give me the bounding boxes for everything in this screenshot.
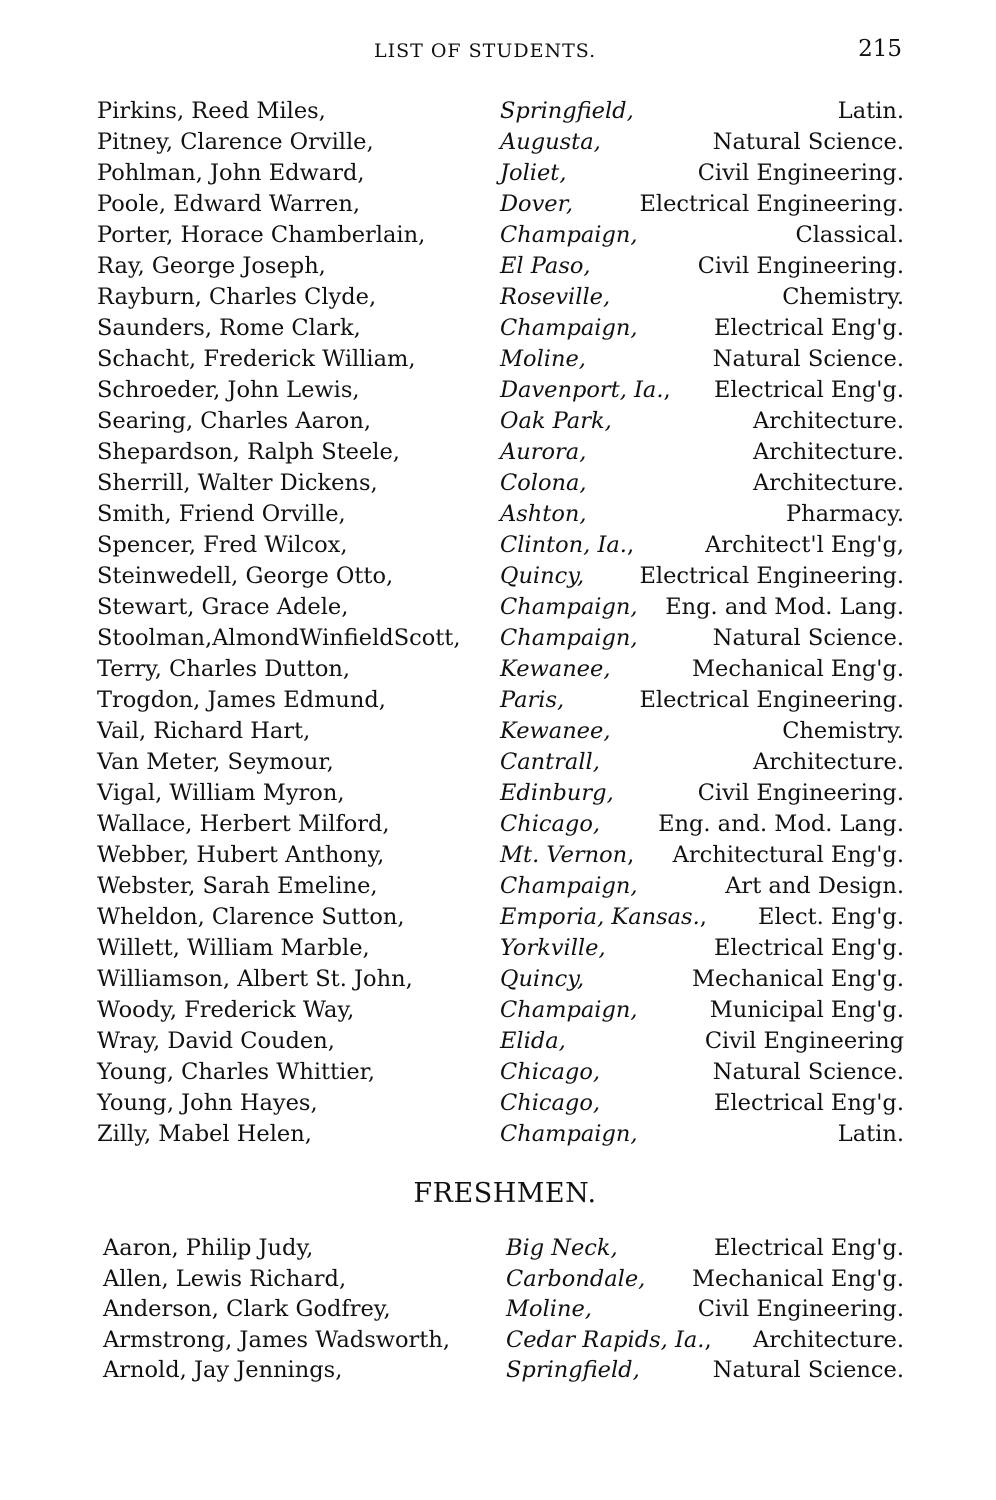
student-hometown xyxy=(500,127,601,158)
student-name: Pohlman, John Edward, xyxy=(97,160,365,186)
page-header xyxy=(0,36,996,70)
student-hometown xyxy=(506,1294,592,1325)
student-hometown xyxy=(500,1057,600,1088)
student-name: Wallace, Herbert Milford, xyxy=(97,811,390,837)
student-row xyxy=(0,313,996,344)
student-row xyxy=(0,747,996,778)
student-name: Webster, Sarah Emeline, xyxy=(97,873,378,899)
student-course: Electrical Eng'g. xyxy=(714,935,904,961)
student-name: Vail, Richard Hart, xyxy=(97,718,311,744)
student-row xyxy=(0,778,996,809)
student-hometown xyxy=(500,623,638,654)
student-name: Pirkins, Reed Miles, xyxy=(97,98,326,124)
student-name: Van Meter, Seymour, xyxy=(97,749,334,775)
hometown-text: Champaign, xyxy=(500,625,638,651)
student-hometown xyxy=(500,778,614,809)
student-name: Zilly, Mabel Helen, xyxy=(97,1121,312,1147)
hometown-punctuation: , xyxy=(699,904,707,930)
student-hometown xyxy=(500,809,600,840)
student-row xyxy=(0,1119,996,1150)
student-hometown xyxy=(500,995,638,1026)
student-hometown xyxy=(500,344,586,375)
hometown-text: Chicago, xyxy=(500,811,601,837)
student-name: Smith, Friend Orville, xyxy=(97,501,346,527)
student-course: Electrical Eng'g. xyxy=(714,315,904,341)
student-hometown xyxy=(500,716,610,747)
student-course: Electrical Engineering. xyxy=(639,687,904,713)
student-name: Young, Charles Whittier, xyxy=(97,1059,376,1085)
hometown-text: Davenport, Ia. xyxy=(500,377,664,403)
hometown-text: El Paso, xyxy=(500,253,591,279)
student-name: Webber, Hubert Anthony, xyxy=(97,842,385,868)
page-number: 215 xyxy=(858,36,902,62)
student-row xyxy=(0,964,996,995)
hometown-punctuation: , xyxy=(704,1326,712,1353)
section-heading-freshmen: FRESHMEN. xyxy=(413,1178,597,1209)
student-row xyxy=(0,1088,996,1119)
student-name: Young, John Hayes, xyxy=(97,1090,318,1116)
student-row xyxy=(0,96,996,127)
student-name: Woody, Frederick Way, xyxy=(97,997,355,1023)
student-course: Chemistry. xyxy=(782,718,904,744)
student-course: Municipal Eng'g. xyxy=(709,997,904,1023)
student-course: Natural Science. xyxy=(712,1059,904,1085)
student-course: Natural Science. xyxy=(712,129,904,155)
hometown-text: Dover, xyxy=(500,191,574,217)
student-course: Art and Design. xyxy=(725,873,904,899)
hometown-punctuation: , xyxy=(663,377,671,403)
student-hometown xyxy=(500,964,584,995)
student-course: Architect'l Eng'g, xyxy=(705,532,904,558)
student-name: Trogdon, James Edmund, xyxy=(97,687,386,713)
hometown-text: Joliet, xyxy=(500,160,567,186)
student-hometown xyxy=(500,251,591,282)
hometown-text: Champaign, xyxy=(500,1121,638,1147)
student-name: Terry, Charles Dutton, xyxy=(97,656,351,682)
student-course: Civil Engineering. xyxy=(697,780,904,806)
student-hometown xyxy=(500,313,638,344)
student-row xyxy=(0,127,996,158)
student-row xyxy=(0,375,996,406)
student-course: Electrical Eng'g. xyxy=(714,1090,904,1116)
student-row xyxy=(0,189,996,220)
student-hometown xyxy=(500,871,638,902)
student-hometown xyxy=(500,406,612,437)
student-course: Mechanical Eng'g. xyxy=(692,656,904,682)
hometown-text: Moline, xyxy=(500,346,586,372)
hometown-text: Augusta, xyxy=(500,129,601,155)
student-hometown xyxy=(500,561,584,592)
hometown-text: Cedar Rapids, Ia. xyxy=(506,1326,705,1353)
student-course: Pharmacy. xyxy=(785,501,904,527)
hometown-text: Chicago, xyxy=(500,1059,601,1085)
student-row xyxy=(0,902,996,933)
student-row xyxy=(0,158,996,189)
student-row xyxy=(0,530,996,561)
student-row xyxy=(0,437,996,468)
student-name: Williamson, Albert St. John, xyxy=(97,966,413,992)
student-name: Stoolman,AlmondWinfieldScott, xyxy=(97,625,461,651)
hometown-text: Aurora, xyxy=(500,439,587,465)
student-course: Architecture. xyxy=(752,1326,904,1353)
student-hometown xyxy=(500,468,587,499)
student-name: Arnold, Jay Jennings, xyxy=(103,1357,343,1383)
student-course: Classical. xyxy=(795,222,904,248)
student-hometown xyxy=(500,933,606,964)
student-name: Ray, George Joseph, xyxy=(97,253,326,279)
student-name: Rayburn, Charles Clyde, xyxy=(97,284,377,310)
student-row xyxy=(0,654,996,685)
hometown-punctuation: , xyxy=(626,532,635,558)
student-name: Searing, Charles Aaron, xyxy=(97,408,371,434)
student-hometown xyxy=(500,592,638,623)
student-name: Steinwedell, George Otto, xyxy=(97,563,394,589)
student-row xyxy=(0,344,996,375)
student-course: Latin. xyxy=(837,1121,904,1147)
running-head: LIST OF STUDENTS. xyxy=(374,40,597,62)
student-hometown xyxy=(500,220,638,251)
student-row xyxy=(0,1026,996,1057)
student-hometown xyxy=(500,96,634,127)
student-row xyxy=(0,561,996,592)
student-name: Armstrong, James Wadsworth, xyxy=(103,1326,450,1353)
student-course: Civil Engineering. xyxy=(697,1296,904,1322)
hometown-text: Edinburg, xyxy=(500,780,614,806)
student-hometown xyxy=(500,1088,600,1119)
student-hometown xyxy=(500,902,707,933)
student-row xyxy=(0,995,996,1026)
student-name: Stewart, Grace Adele, xyxy=(97,594,349,620)
student-name: Spencer, Fred Wilcox, xyxy=(97,532,348,558)
student-row xyxy=(0,840,996,871)
student-name: Vigal, William Myron, xyxy=(97,780,345,806)
hometown-text: Champaign, xyxy=(500,873,638,899)
student-course: Mechanical Eng'g. xyxy=(692,966,904,992)
student-list xyxy=(0,96,996,1150)
student-course: Chemistry. xyxy=(782,284,904,310)
student-hometown xyxy=(500,499,587,530)
student-name: Schacht, Frederick William, xyxy=(97,346,416,372)
hometown-text: Champaign, xyxy=(500,315,638,341)
student-hometown xyxy=(506,1264,645,1295)
freshmen-list xyxy=(0,1233,996,1386)
student-course: Electrical Engineering. xyxy=(639,563,904,589)
hometown-text: Cantrall, xyxy=(500,749,600,775)
student-hometown xyxy=(506,1233,618,1264)
student-hometown xyxy=(500,437,586,468)
hometown-text: Clinton, Ia. xyxy=(500,532,627,558)
hometown-text: Colona, xyxy=(500,470,587,496)
student-name: Wray, David Couden, xyxy=(97,1028,335,1054)
hometown-text: Kewanee, xyxy=(500,656,611,682)
student-course: Architecture. xyxy=(752,408,904,434)
student-row xyxy=(0,685,996,716)
student-name: Wheldon, Clarence Sutton, xyxy=(97,904,405,930)
student-course: Electrical Eng'g. xyxy=(714,1235,904,1261)
student-row xyxy=(0,809,996,840)
hometown-text: Roseville, xyxy=(500,284,611,310)
student-course: Latin. xyxy=(837,98,904,124)
hometown-text: Paris, xyxy=(500,687,565,713)
hometown-text: Quincy, xyxy=(500,966,585,992)
student-row xyxy=(0,1294,996,1325)
student-course: Eng. and Mod. Lang. xyxy=(665,594,904,620)
student-row xyxy=(0,220,996,251)
student-course: Architectural Eng'g. xyxy=(672,842,904,868)
student-row xyxy=(0,468,996,499)
student-course: Natural Science. xyxy=(712,346,904,372)
hometown-text: Moline, xyxy=(506,1296,592,1322)
student-name: Aaron, Philip Judy, xyxy=(103,1235,314,1261)
student-course: Elect. Eng'g. xyxy=(758,904,904,930)
student-name: Willett, William Marble, xyxy=(97,935,370,961)
student-name: Schroeder, John Lewis, xyxy=(97,377,360,403)
student-hometown xyxy=(500,654,610,685)
hometown-text: Champaign, xyxy=(500,997,638,1023)
hometown-text: Champaign, xyxy=(500,594,638,620)
student-row xyxy=(0,1057,996,1088)
student-row xyxy=(0,716,996,747)
hometown-text: Ashton, xyxy=(500,501,587,527)
hometown-text: Mt. Vernon xyxy=(500,842,628,868)
student-hometown xyxy=(506,1325,712,1356)
student-course: Electrical Eng'g. xyxy=(714,377,904,403)
student-hometown xyxy=(500,1119,638,1150)
hometown-text: Springfield, xyxy=(506,1357,640,1383)
student-course: Eng. and. Mod. Lang. xyxy=(658,811,904,837)
student-course: Civil Engineering xyxy=(704,1028,904,1054)
student-hometown xyxy=(500,375,671,406)
hometown-text: Yorkville, xyxy=(500,935,606,961)
student-course: Civil Engineering. xyxy=(697,253,904,279)
hometown-text: Emporia, Kansas. xyxy=(500,904,700,930)
student-hometown xyxy=(506,1355,640,1386)
student-name: Porter, Horace Chamberlain, xyxy=(97,222,426,248)
student-hometown xyxy=(500,282,610,313)
student-name: Pitney, Clarence Orville, xyxy=(97,129,374,155)
hometown-text: Kewanee, xyxy=(500,718,611,744)
student-hometown xyxy=(500,530,634,561)
student-name: Anderson, Clark Godfrey, xyxy=(103,1296,391,1322)
student-row xyxy=(0,1233,996,1264)
student-row xyxy=(0,282,996,313)
student-course: Architecture. xyxy=(752,439,904,465)
student-row xyxy=(0,406,996,437)
student-hometown xyxy=(500,685,564,716)
student-name: Saunders, Rome Clark, xyxy=(97,315,361,341)
student-row xyxy=(0,933,996,964)
student-course: Natural Science. xyxy=(712,1357,904,1383)
student-hometown xyxy=(500,747,600,778)
hometown-text: Carbondale, xyxy=(506,1265,646,1292)
hometown-text: Quincy, xyxy=(500,563,585,589)
student-row xyxy=(0,623,996,654)
student-hometown xyxy=(500,158,566,189)
student-course: Mechanical Eng'g. xyxy=(692,1265,904,1292)
student-row xyxy=(0,1264,996,1295)
student-name: Shepardson, Ralph Steele, xyxy=(97,439,400,465)
student-course: Architecture. xyxy=(752,470,904,496)
hometown-text: Elida, xyxy=(500,1028,566,1054)
student-hometown xyxy=(500,189,573,220)
student-row xyxy=(0,592,996,623)
student-row xyxy=(0,1355,996,1386)
hometown-text: Springfield, xyxy=(500,98,634,124)
student-row xyxy=(0,251,996,282)
student-row xyxy=(0,871,996,902)
student-course: Civil Engineering. xyxy=(697,160,904,186)
hometown-text: Big Neck, xyxy=(506,1235,618,1261)
student-row xyxy=(0,1325,996,1356)
student-course: Natural Science. xyxy=(712,625,904,651)
student-name: Sherrill, Walter Dickens, xyxy=(97,470,378,496)
student-name: Poole, Edward Warren, xyxy=(97,191,361,217)
student-course: Electrical Engineering. xyxy=(639,191,904,217)
hometown-text: Chicago, xyxy=(500,1090,601,1116)
student-hometown xyxy=(500,1026,566,1057)
student-name: Allen, Lewis Richard, xyxy=(103,1265,347,1292)
student-hometown xyxy=(500,840,634,871)
hometown-text: Oak Park, xyxy=(500,408,612,434)
student-row xyxy=(0,499,996,530)
hometown-text: Champaign, xyxy=(500,222,638,248)
student-course: Architecture. xyxy=(752,749,904,775)
hometown-punctuation: , xyxy=(627,842,635,868)
